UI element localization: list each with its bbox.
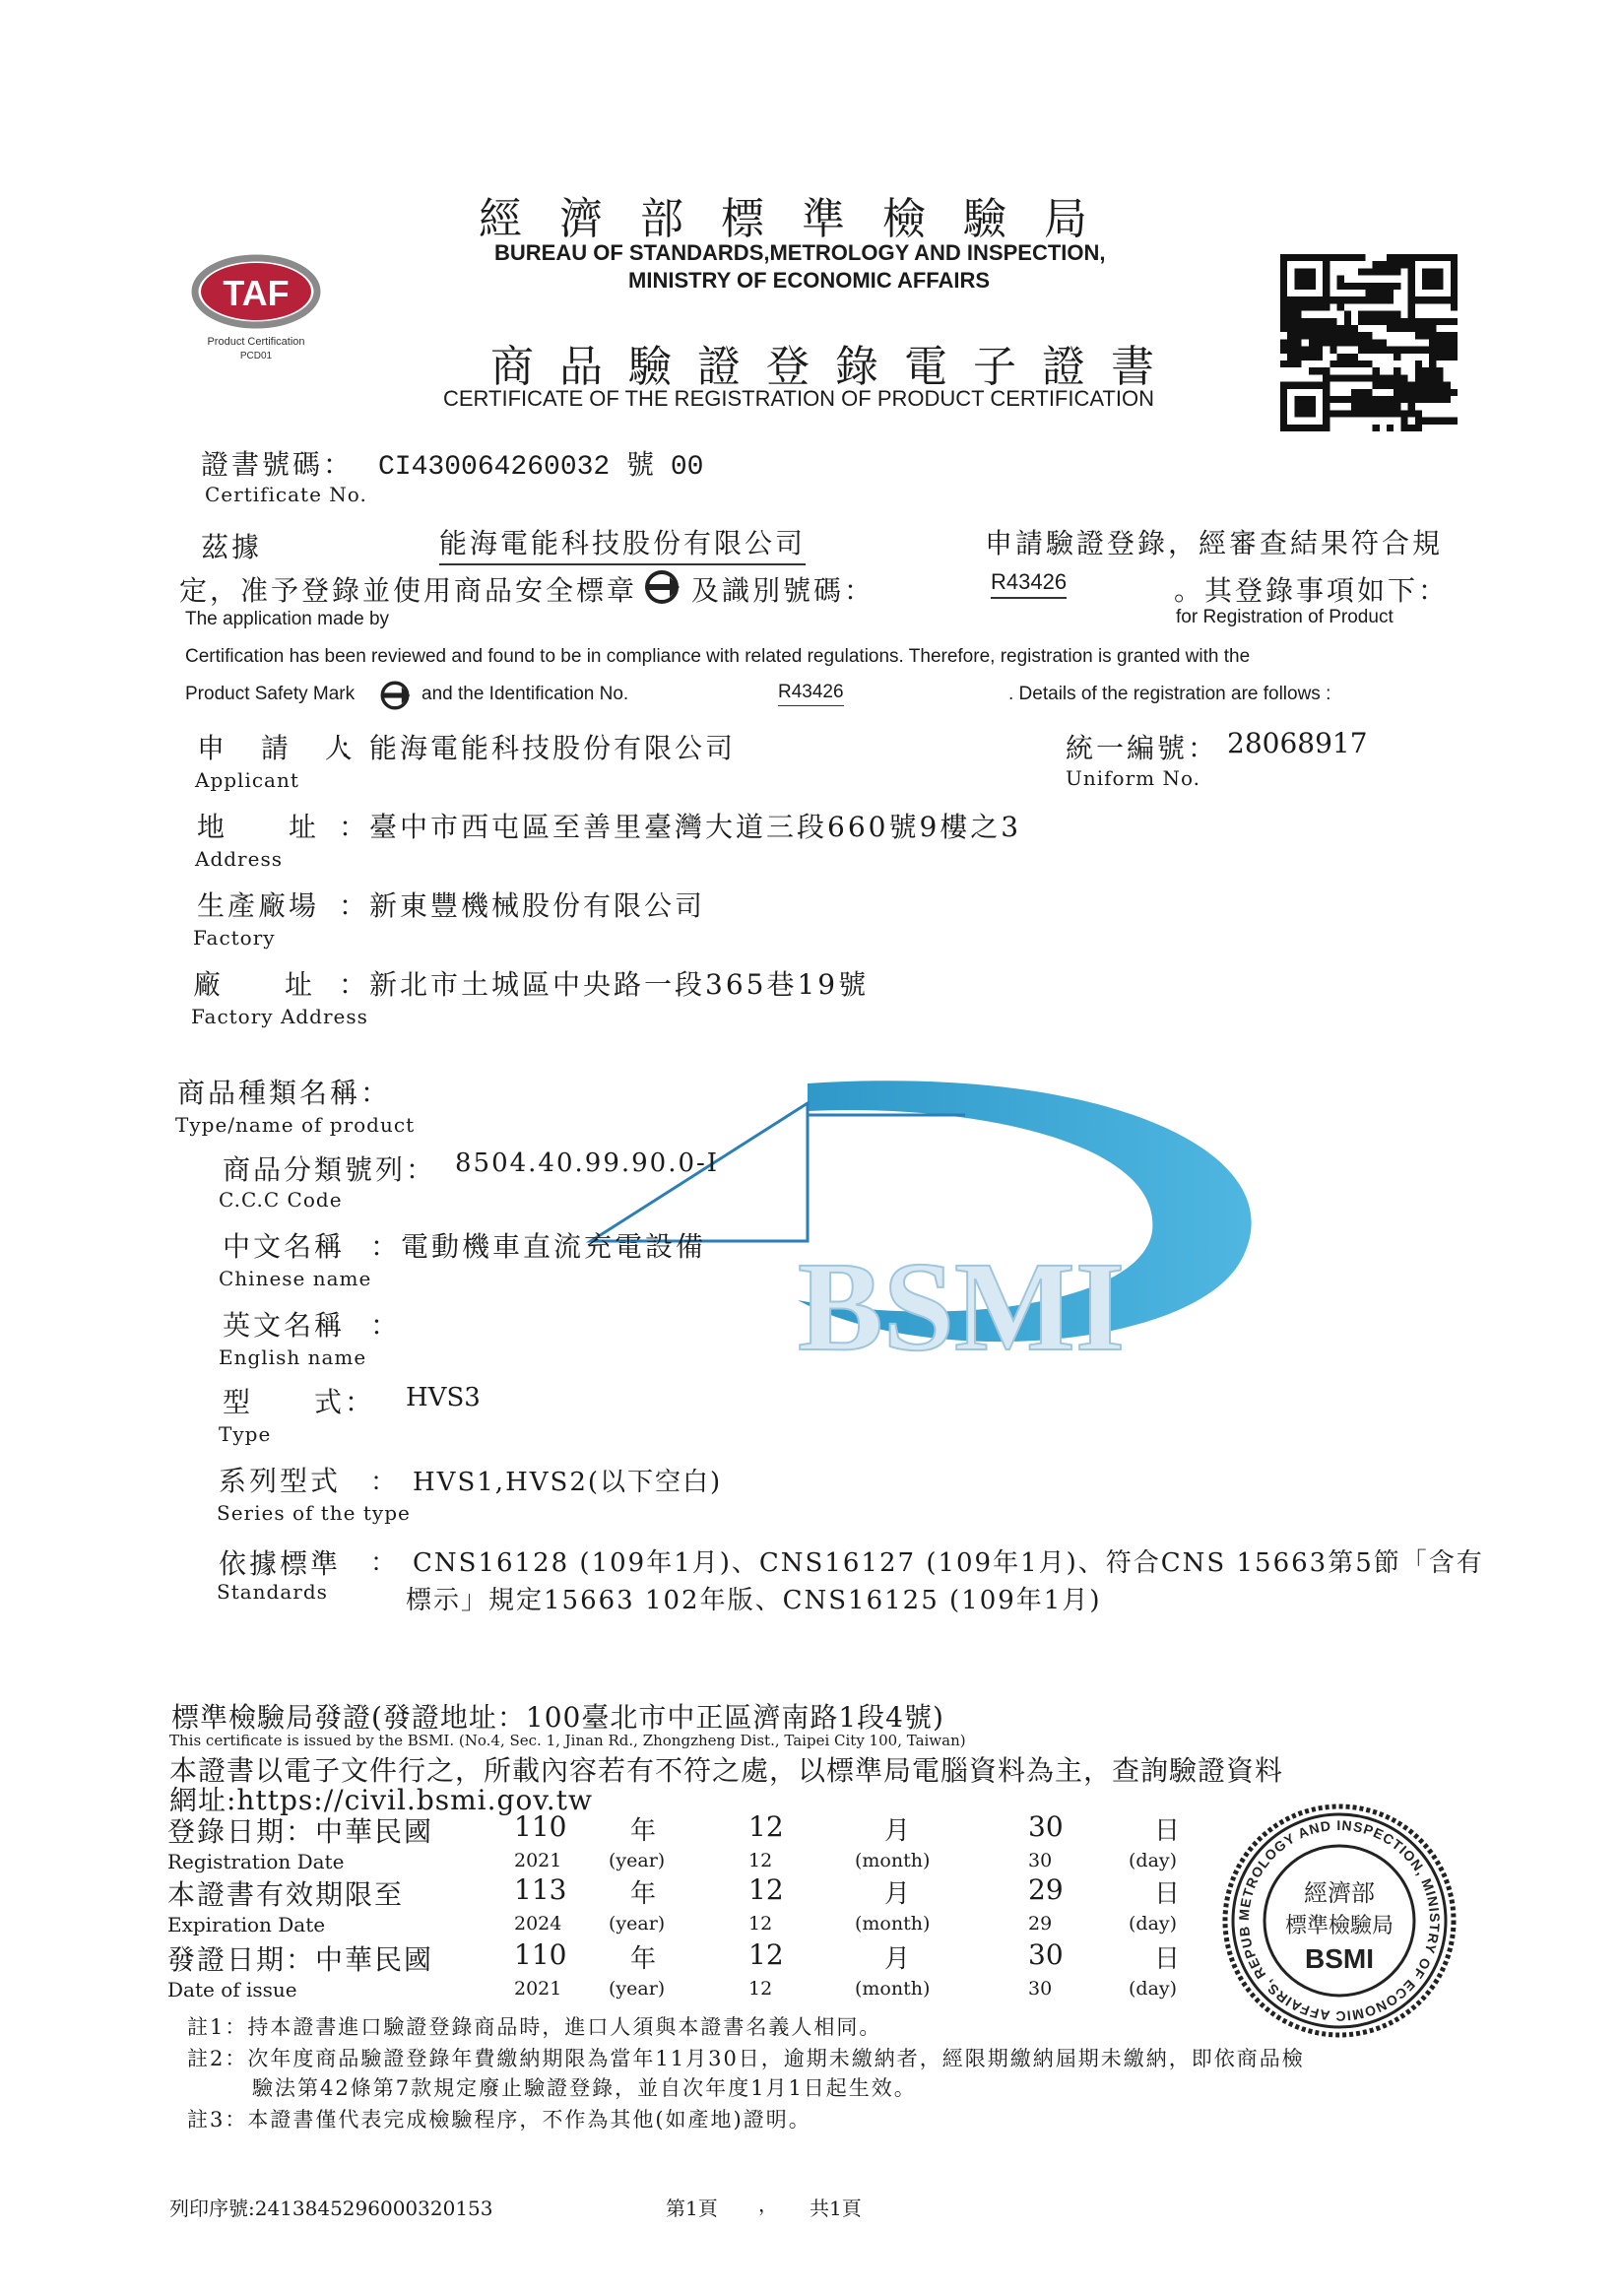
applicant-value: ：能海電能科技股份有限公司	[339, 732, 737, 764]
date-label-en: Date of issue	[167, 1978, 297, 2001]
date-label-en: Registration Date	[167, 1850, 345, 1873]
date-year: 113	[514, 1873, 567, 1906]
intro-en-3a: Product Safety Mark	[185, 684, 356, 704]
date-label-en: Expiration Date	[167, 1913, 326, 1936]
date-day: 30	[1028, 1810, 1064, 1843]
date-year-unit: 年	[630, 1816, 657, 1846]
taf-logo	[183, 250, 331, 388]
applicant-label: 申 請 人	[197, 732, 366, 764]
issuance-line-2: 本證書以電子文件行之，所載內容若有不符之處，以標準局電腦資料為主，查詢驗證資料	[169, 1754, 1284, 1787]
chinese-name-value: ：電動機車直流充電設備	[370, 1230, 707, 1263]
uniform-label-en: Uniform No.	[1066, 766, 1201, 790]
date-month: 12	[748, 1873, 784, 1906]
english-name-value: ：	[370, 1309, 402, 1342]
date-month-unit-en: (month)	[855, 1850, 931, 1871]
intro-en-3b: and the Identification No.	[421, 684, 629, 704]
date-month-unit-en: (month)	[855, 1913, 931, 1935]
factory-label-en: Factory	[193, 926, 276, 950]
date-month-en: 12	[748, 1978, 773, 2000]
intro-en-3d: . Details of the registration are follows :	[1008, 684, 1331, 704]
certificate-no-label-en: Certificate No.	[205, 483, 367, 506]
model-label: 型 式：	[223, 1386, 376, 1418]
date-year: 110	[514, 1810, 567, 1843]
intro-suffix: 申請驗證登錄，經審查結果符合規	[985, 527, 1444, 559]
page-total: 共1頁	[810, 2197, 862, 2220]
date-month-en: 12	[748, 1850, 773, 1871]
chinese-name-label-en: Chinese name	[219, 1267, 372, 1290]
bsmi-watermark	[551, 1064, 1438, 1379]
ccc-label: 商品分類號列：	[223, 1153, 437, 1186]
date-day-unit: 日	[1154, 1944, 1181, 1974]
intro-company: 能海電能科技股份有限公司	[439, 522, 806, 565]
intro-line2a: 定，准予登錄並使用商品安全標章	[179, 574, 638, 607]
date-month-unit: 月	[884, 1879, 911, 1909]
note-1: 註1：持本證書進口驗證登錄商品時，進口人須與本證書名義人相同。	[187, 2015, 882, 2039]
bureau-title-zh: 經濟部標準檢驗局	[479, 194, 1125, 244]
date-year-unit-en: (year)	[609, 1913, 666, 1935]
factory-value: ：新東豐機械股份有限公司	[339, 889, 706, 922]
standards-line-2: 標示」規定15663 102年版、CNS16125 (109年1月)	[406, 1586, 1102, 1615]
model-value: HVS3	[406, 1383, 481, 1412]
date-year-unit: 年	[630, 1879, 657, 1909]
address-label-en: Address	[195, 847, 283, 871]
date-day-en: 30	[1028, 1978, 1053, 2000]
date-month: 12	[748, 1938, 784, 1971]
date-year-unit-en: (year)	[609, 1978, 666, 2000]
product-type-label-en: Type/name of product	[175, 1113, 416, 1137]
certificate-title-zh: 商品驗證登錄電子證書	[490, 342, 1180, 392]
date-label: 發證日期：中華民國	[167, 1943, 434, 1976]
address-label: 地 址	[197, 811, 320, 843]
date-year-en: 2021	[514, 1850, 562, 1871]
safety-mark-icon-small	[378, 680, 412, 711]
print-serial: 列印序號:2413845296000320153	[169, 2197, 493, 2220]
standards-label-en: Standards	[217, 1580, 328, 1604]
intro-en-3c: R43426	[778, 682, 844, 706]
taf-sub-1: Product Certification	[207, 336, 305, 348]
address-value: ：臺中市西屯區至善里臺灣大道三段660號9樓之3	[339, 811, 1022, 843]
uniform-value: 28068917	[1227, 727, 1368, 759]
intro-line2c: 。其登錄事項如下：	[1174, 574, 1450, 607]
ccc-value: 8504.40.99.90.0-I	[455, 1148, 720, 1178]
issuance-line-1-en: This certificate is issued by the BSMI. (No.4, Sec. 1, Jinan Rd., Zhongzheng Dist., Taipei City 100, Taiwan)	[169, 1732, 966, 1749]
bureau-title-en-2: MINISTRY OF ECONOMIC AFFAIRS	[628, 268, 991, 293]
issuance-line-1: 標準檢驗局發證(發證地址：100臺北市中正區濟南路1段4號)	[171, 1701, 944, 1734]
date-month-unit: 月	[884, 1944, 911, 1974]
intro-line2b: 及識別號碼：	[691, 574, 875, 607]
seal-line-1: 經濟部	[1304, 1879, 1375, 1907]
date-year-en: 2021	[514, 1978, 562, 2000]
date-day-unit: 日	[1154, 1879, 1181, 1909]
standards-line-1: ： CNS16128 (109年1月)、CNS16127 (109年1月)、符合CNS 15663第5節「含有	[370, 1548, 1484, 1578]
intro-en-2: Certification has been reviewed and found to be in compliance with related regulations. Therefore, registration is granted with the	[185, 646, 1251, 667]
english-name-label: 英文名稱	[223, 1309, 346, 1342]
date-day-en: 29	[1028, 1913, 1053, 1935]
series-label-en: Series of the type	[217, 1501, 411, 1525]
date-day-unit: 日	[1154, 1816, 1181, 1846]
date-month-en: 12	[748, 1913, 773, 1935]
taf-logo-text: TAF	[223, 273, 290, 313]
chinese-name-label: 中文名稱	[223, 1230, 346, 1263]
series-label: 系列型式	[219, 1465, 342, 1497]
model-label-en: Type	[219, 1422, 272, 1446]
date-year-unit-en: (year)	[609, 1850, 666, 1871]
date-year-unit: 年	[630, 1944, 657, 1974]
note-2b: 驗法第42條第7款規定廢止驗證登錄，並自次年度1月1日起生效。	[252, 2076, 917, 2100]
english-name-label-en: English name	[219, 1345, 367, 1369]
date-day: 30	[1028, 1938, 1064, 1971]
safety-mark-icon	[642, 569, 681, 605]
intro-en-1: The application made by	[185, 609, 390, 629]
taf-sub-2: PCD01	[239, 351, 273, 361]
bsmi-watermark-text: BSMI	[798, 1236, 1126, 1378]
qr-code	[1280, 254, 1458, 431]
seal-line-2: 標準檢驗局	[1284, 1914, 1394, 1938]
date-day-unit-en: (day)	[1129, 1978, 1178, 2000]
date-label: 本證書有效期限至	[167, 1878, 405, 1911]
date-day-unit-en: (day)	[1129, 1850, 1178, 1871]
date-day-en: 30	[1028, 1850, 1053, 1871]
bsmi-seal	[1221, 1803, 1458, 2039]
seal-line-3: BSMI	[1305, 1943, 1374, 1974]
factory-address-value: ：新北市土城區中央路一段365巷19號	[339, 968, 870, 1001]
page-separator: ，	[758, 2193, 778, 2216]
uniform-label: 統一編號：	[1066, 732, 1219, 764]
factory-address-label: 廠 址	[193, 968, 316, 1001]
note-3: 註3：本證書僅代表完成檢驗程序，不作為其他(如產地)證明。	[187, 2108, 811, 2132]
seal-ring-text: METROLOGY AND INSPECTION, MINISTRY OF ECONOMIC AFFAIRS, REPUB	[1235, 1816, 1444, 2025]
certificate-no-label: 證書號碼：	[201, 448, 355, 481]
applicant-label-en: Applicant	[195, 768, 299, 792]
date-day: 29	[1028, 1873, 1064, 1906]
note-2a: 註2：次年度商品驗證登錄年費繳納期限為當年11月30日，逾期未繳納者，經限期繳納屆期未繳納，即依商品檢	[187, 2047, 1305, 2070]
date-year: 110	[514, 1938, 567, 1971]
factory-label: 生產廠場	[197, 889, 320, 922]
issuance-line-3: 網址:https://civil.bsmi.gov.tw	[169, 1784, 593, 1816]
standards-label: 依據標準	[219, 1547, 342, 1580]
intro-en-1b: for Registration of Product	[1176, 607, 1394, 627]
certificate-no-value: CI430064260032 號 00	[378, 452, 704, 483]
date-month: 12	[748, 1810, 784, 1843]
factory-address-label-en: Factory Address	[191, 1005, 368, 1028]
date-label: 登錄日期：中華民國	[167, 1815, 434, 1848]
identification-no: R43426	[991, 569, 1067, 599]
page-number: 第1頁	[666, 2197, 718, 2220]
date-month-unit: 月	[884, 1816, 911, 1846]
date-month-unit-en: (month)	[855, 1978, 931, 2000]
product-type-label: 商品種類名稱：	[177, 1077, 392, 1109]
date-day-unit-en: (day)	[1129, 1913, 1178, 1935]
series-value: ： HVS1,HVS2(以下空白)	[370, 1468, 723, 1497]
bureau-title-en-1: BUREAU OF STANDARDS,METROLOGY AND INSPECTION,	[494, 240, 1106, 265]
ccc-label-en: C.C.C Code	[219, 1188, 343, 1212]
certificate-title-en: CERTIFICATE OF THE REGISTRATION OF PRODUCT CERTIFICATION	[443, 386, 1154, 411]
date-year-en: 2024	[514, 1913, 562, 1935]
intro-prefix: 茲據	[201, 531, 263, 563]
